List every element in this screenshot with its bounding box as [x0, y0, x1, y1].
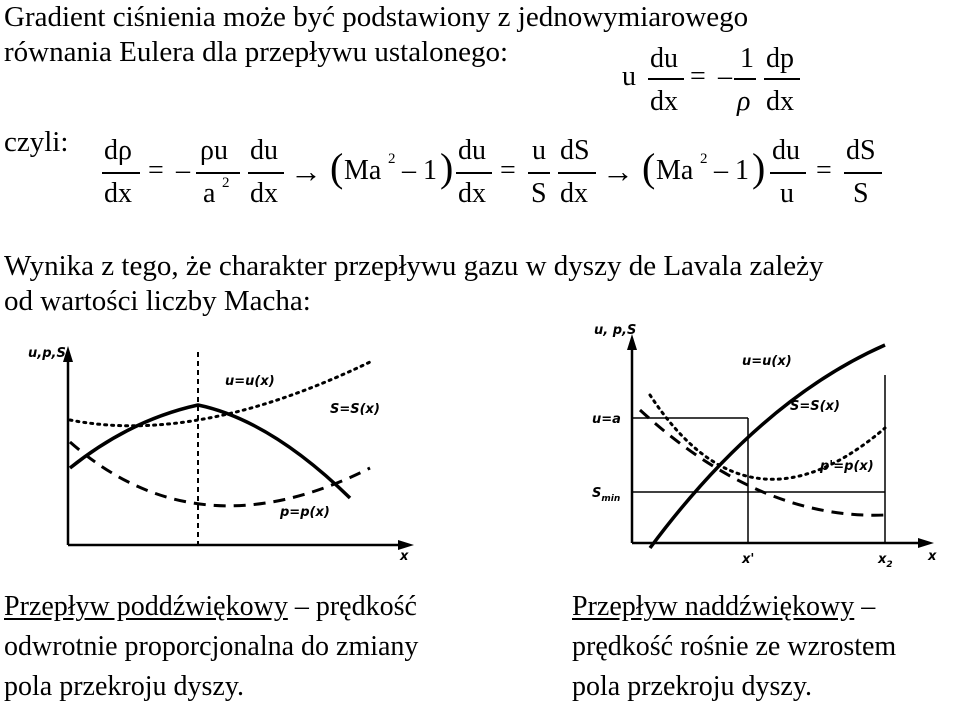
eq-minus: – — [176, 155, 190, 186]
eq-du: du — [458, 135, 486, 166]
caption-right-line-1 — [572, 593, 875, 621]
right-paren: ) — [752, 145, 766, 190]
eq-equals: = — [816, 155, 832, 186]
eq-dx: dx — [560, 178, 588, 209]
eq-equals: = — [690, 61, 706, 92]
eq-S: S — [853, 178, 869, 209]
intro-line-2: równania Eulera dla przepływu ustalonego: — [4, 36, 509, 68]
y-axis-label: u,p,S — [28, 346, 66, 361]
implies-arrow: → — [290, 153, 322, 189]
label-S: S=S(x) — [790, 399, 840, 414]
area-curve-S — [70, 362, 370, 426]
eq-equals: = — [148, 155, 164, 186]
eq-u: u — [532, 135, 546, 166]
eq-dx: dx — [650, 86, 678, 117]
caption-left-title: Przepływ poddźwiękowy — [4, 591, 288, 622]
eq-rho: ρ — [737, 86, 751, 117]
result-line-1: Wynika z tego, że charakter przepływu gazu w dyszy de Lavala zależy — [4, 250, 824, 282]
intro-line-1: Gradient ciśnienia może być podstawiony z jednowymiarowego — [4, 1, 749, 33]
caption-left-line-1 — [4, 593, 417, 621]
eq-dx: dx — [250, 178, 278, 209]
supersonic-nozzle-plot — [592, 323, 937, 570]
eq-dp: dp — [766, 43, 794, 74]
eq-ma-exponent: 2 — [388, 151, 396, 167]
eq-drho: dρ — [104, 135, 132, 166]
caption-left-line-3: pola przekroju dyszy. — [4, 671, 244, 702]
y-axis-label: u, p,S — [594, 323, 637, 338]
caption-right-line-2: prędkość rośnie ze wzrostem — [572, 631, 897, 662]
x-axis-label: x — [400, 549, 409, 564]
eq-dS: dS — [560, 135, 590, 166]
label-u: u=u(x) — [742, 354, 792, 369]
label-u: u=u(x) — [225, 374, 275, 389]
tick-x-throat: x' — [742, 552, 755, 567]
eq-a: a — [203, 178, 216, 209]
label-smin: $S_{min}$ — [592, 486, 621, 504]
caption-right-line-3: pola przekroju dyszy. — [572, 671, 812, 702]
x-axis-label: x — [928, 549, 937, 564]
eq-ma-exponent: 2 — [700, 151, 708, 167]
eq-one: 1 — [740, 43, 754, 74]
eq-u: u — [780, 178, 794, 209]
eq-minus: – — [718, 61, 732, 92]
x-axis-arrowhead — [918, 538, 934, 548]
eq-du: du — [650, 43, 678, 74]
eq-dx: dx — [104, 178, 132, 209]
tick-x-exit: $x_2$ — [878, 552, 893, 570]
caption-right-title: Przepływ naddźwiękowy — [572, 591, 855, 622]
label-p: p=p(x) — [280, 505, 330, 520]
result-line-2: od wartości liczby Macha: — [4, 285, 311, 317]
eq-u: u — [622, 61, 636, 92]
velocity-curve-u — [650, 345, 885, 548]
right-paren: ) — [440, 145, 454, 190]
eq-dS: dS — [846, 135, 876, 166]
left-paren: ( — [330, 145, 344, 190]
eq-ma: Ma — [344, 155, 382, 186]
left-paren: ( — [642, 145, 656, 190]
czyli-label: czyli: — [4, 126, 69, 158]
eq-S: S — [531, 178, 547, 209]
eq-du: du — [250, 135, 278, 166]
eq-minus-one: – 1 — [714, 155, 749, 186]
eq-rho-u: ρu — [200, 135, 228, 166]
eq-a-exponent: 2 — [222, 175, 230, 191]
caption-right-rest: – — [854, 591, 876, 622]
eq-minus-one: – 1 — [402, 155, 437, 186]
eq-dx: dx — [766, 86, 794, 117]
label-sonic: u=a — [592, 412, 621, 427]
label-p: p'=p(x) — [820, 459, 874, 474]
eq-ma: Ma — [656, 155, 694, 186]
label-S: S=S(x) — [330, 402, 380, 417]
eq-dx: dx — [458, 178, 486, 209]
eq-equals: = — [500, 155, 516, 186]
caption-left-rest: – prędkość — [287, 591, 417, 622]
eq-du: du — [772, 135, 800, 166]
implies-arrow: → — [602, 153, 634, 189]
caption-left-line-2: odwrotnie proporcjonalna do zmiany — [4, 631, 419, 662]
